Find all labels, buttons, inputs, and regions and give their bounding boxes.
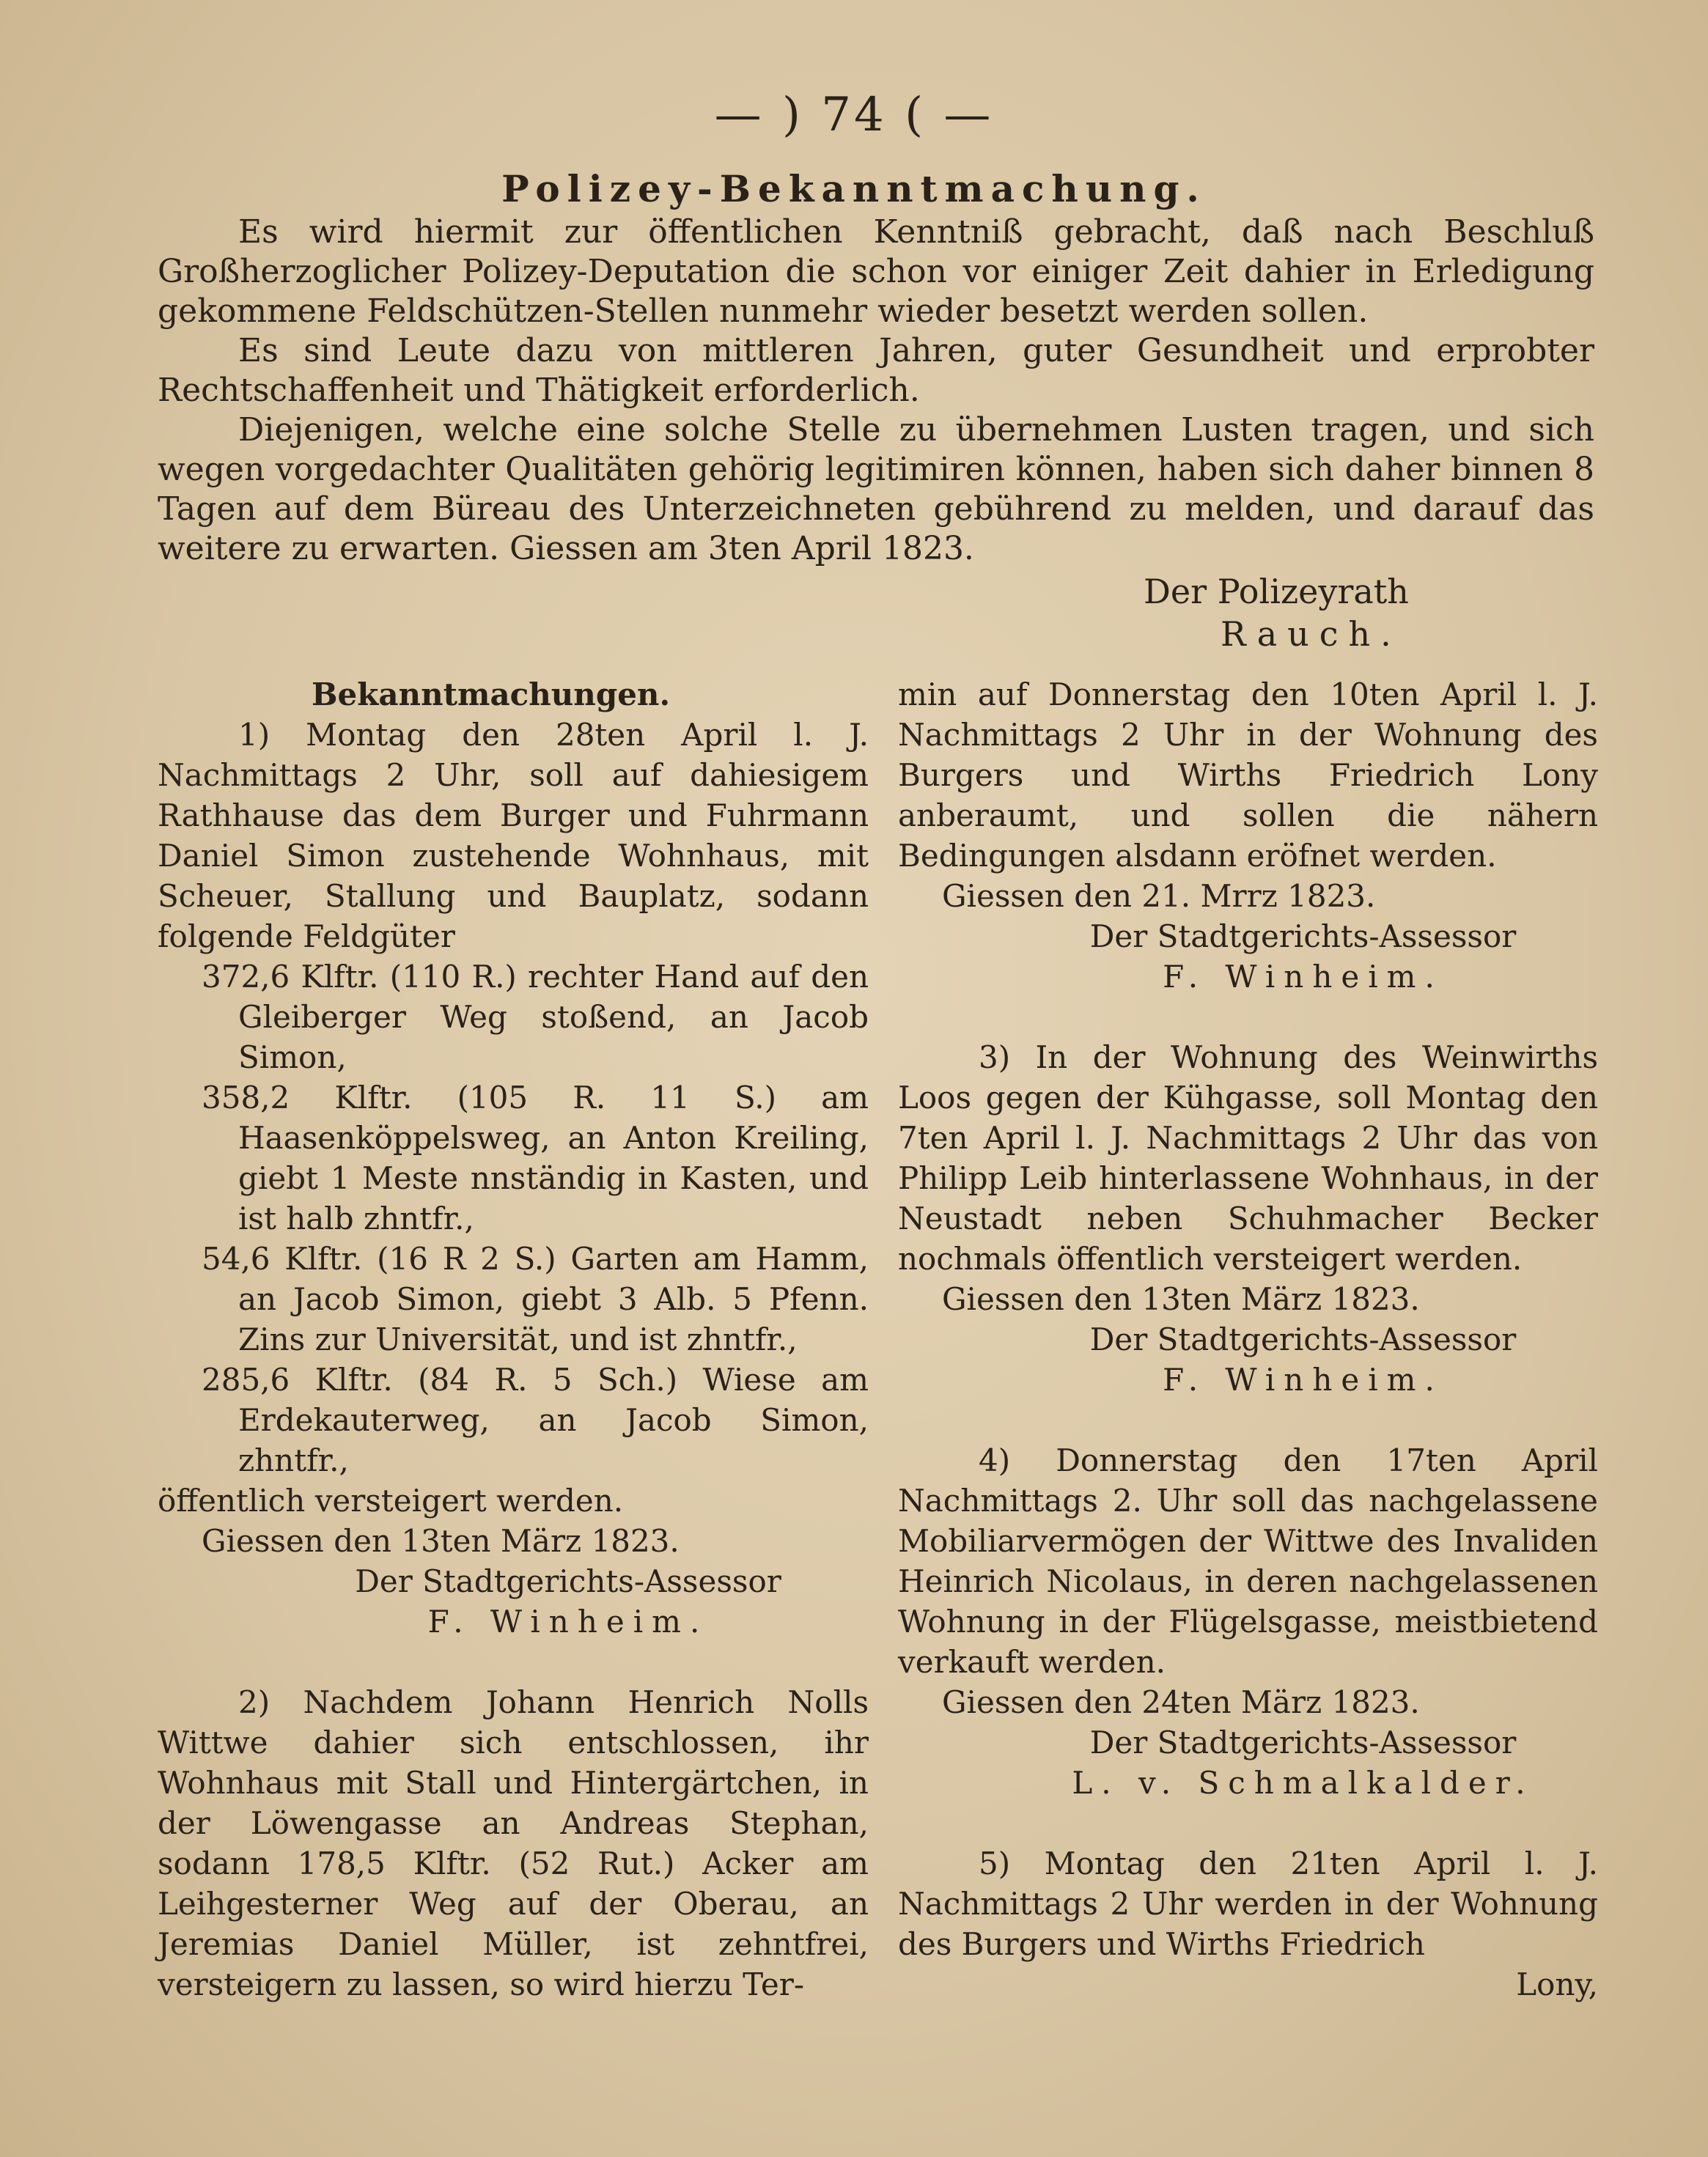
spacer xyxy=(898,1400,1598,1440)
announcement-2-date: Giessen den 21. Mrrz 1823. xyxy=(942,878,1376,914)
section-title: Bekanntmachungen. xyxy=(312,676,671,712)
right-column xyxy=(898,674,1598,2005)
announcement-2-continuation: min auf Donnerstag den 10ten April l. J. Nachmittags 2 Uhr in der Wohnung des Burgers und Wirths Friedrich Lony anberaumt, und sollen die nähern Bedingungen alsdann eröfnet werden. xyxy=(898,676,1598,874)
announcement-4-date: Giessen den 24ten März 1823. xyxy=(942,1684,1420,1720)
announcement-2-signer-name: F. Winheim. xyxy=(1163,959,1443,995)
spacer xyxy=(158,1642,869,1682)
announcement-3-signer-name: F. Winheim. xyxy=(1163,1362,1443,1398)
announcement-1-intro: 1) Montag den 28ten April l. J. Nachmittags 2 Uhr, soll auf dahiesigem Rathhause das dem Burger und Fuhrmann Daniel Simon zustehende Wohnhaus, mit Scheuer, Stallung und Bauplatz, sodann folgende Feldgüter xyxy=(158,717,869,954)
left-column xyxy=(158,674,869,2005)
notice-paragraph: Es sind Leute dazu von mittleren Jahren, guter Gesundheit und erprobter Rechtschaffenheit und Thätigkeit erforderlich. xyxy=(158,332,1594,409)
announcement-1-date: Giessen den 13ten März 1823. xyxy=(202,1523,680,1559)
announcement-3-text: 3) In der Wohnung des Weinwirths Loos gegen der Kühgasse, soll Montag den 7ten April l. J. Nachmittags 2 Uhr das von Philipp Leib hinterlassene Wohnhaus, in der Neustadt neben Schuhmacher Becker nochmals öffentlich versteigert werden. xyxy=(898,1039,1598,1277)
lot-item: 285,6 Klftr. (84 R. 5 Sch.) Wiese am Erdekauterweg, an Jacob Simon, zhntfr., xyxy=(202,1362,869,1478)
notice-paragraph: Es wird hiermit zur öffentlichen Kenntniß gebracht, daß nach Beschluß Großherzoglicher Polizey-Deputation die schon vor einiger Zeit dahier in Erledigung gekommene Feldschützen-Stellen nunmehr wieder besetzt werden sollen. xyxy=(158,213,1594,330)
announcement-2-text: 2) Nachdem Johann Henrich Nolls Wittwe dahier sich entschlossen, ihr Wohnhaus mit Stall und Hintergärtchen, in der Löwengasse an Andreas Stephan, sodann 178,5 Klftr. (52 Rut.) Acker am Leihgesterner Weg auf der Oberau, an Jeremias Daniel Müller, ist zehntfrei, versteigern zu lassen, so wird hierzu Ter- xyxy=(158,1684,869,2002)
lot-item: 54,6 Klftr. (16 R 2 S.) Garten am Hamm, an Jacob Simon, giebt 3 Alb. 5 Pfenn. Zins zur Universität, und ist zhntfr., xyxy=(202,1241,869,1357)
announcement-2-signer-title: Der Stadtgerichts-Assessor xyxy=(1089,918,1517,954)
announcement-5-end: Lony, xyxy=(1516,1966,1598,2002)
announcement-1-signer-title: Der Stadtgerichts-Assessor xyxy=(355,1563,781,1599)
announcement-4-text: 4) Donnerstag den 17ten April Nachmittags 2. Uhr soll das nachgelassene Mobiliarvermögen der Wittwe des Invaliden Heinrich Nicolaus, in deren nachgelassenen Wohnung in der Flügelsgasse, meistbietend verkauft werden. xyxy=(898,1442,1598,1680)
announcement-3-date: Giessen den 13ten März 1823. xyxy=(942,1281,1420,1317)
notice-title: Polizey-Bekanntmachung. xyxy=(501,167,1207,210)
announcement-5-text: 5) Montag den 21ten April l. J. Nachmittags 2 Uhr werden in der Wohnung des Burgers und Wirths Friedrich xyxy=(898,1846,1598,1962)
notice-signer-title: Der Polizeyrath xyxy=(1144,572,1409,611)
announcement-3-signer-title: Der Stadtgerichts-Assessor xyxy=(1089,1321,1517,1357)
announcement-1-closing: öffentlich versteigert werden. xyxy=(158,1483,624,1519)
notice-signer-name: Rauch. xyxy=(1221,614,1402,654)
spacer xyxy=(898,1803,1598,1843)
notice-paragraph: Diejenigen, welche eine solche Stelle zu übernehmen Lusten tragen, und sich wegen vorgedachter Qualitäten gehörig legitimiren können, haben sich daher binnen 8 Tagen auf dem Büreau des Unterzeichneten gebührend zu melden, und darauf das weitere zu erwarten. Giessen am 3ten April 1823. xyxy=(158,411,1594,567)
announcement-4-signer-name: L. v. Schmalkalder. xyxy=(1072,1765,1534,1801)
page-number: — ) 74 ( — xyxy=(714,88,994,142)
spacer xyxy=(898,997,1598,1037)
lot-item: 372,6 Klftr. (110 R.) rechter Hand auf den Gleiberger Weg stoßend, an Jacob Simon, xyxy=(202,959,869,1075)
notice-body xyxy=(158,213,1594,569)
announcement-4-signer-title: Der Stadtgerichts-Assessor xyxy=(1089,1725,1517,1760)
announcement-1-signer-name: F. Winheim. xyxy=(427,1604,709,1640)
lot-item: 358,2 Klftr. (105 R. 11 S.) am Haasenköppelsweg, an Anton Kreiling, giebt 1 Meste nnständig in Kasten, und ist halb zhntfr., xyxy=(202,1080,869,1236)
